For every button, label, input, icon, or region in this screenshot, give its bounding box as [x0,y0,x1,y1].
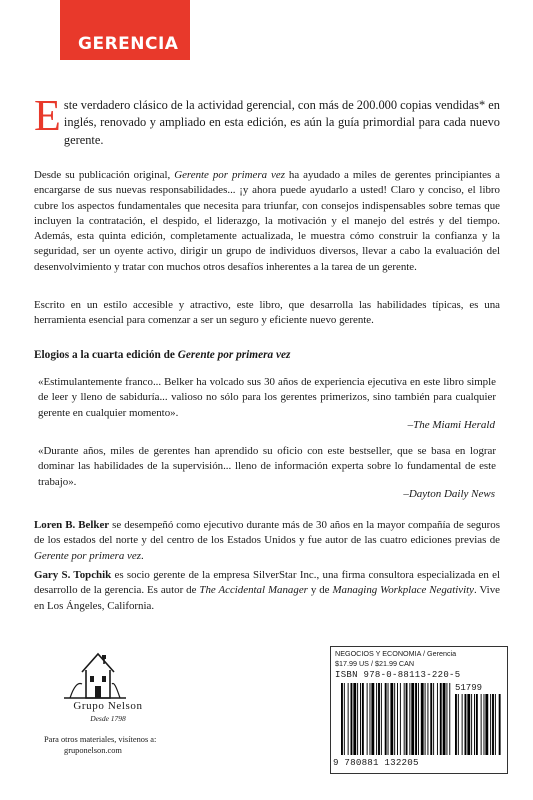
p1-book-title: Gerente por primera vez [174,169,285,181]
bio2-book-title-1: The Accidental Manager [199,584,308,597]
author-bio-topchik [34,568,500,614]
category-tab-label: GERENCIA [78,34,179,54]
barcode-ean-number: 9 780881 132205 [333,757,419,768]
publisher-name: Grupo Nelson [73,700,143,712]
barcode-box [330,646,508,774]
lead-paragraph [34,91,500,149]
description-paragraph-2: Escrito en un estilo accesible y atractivo, este libro, que desarrolla las habilidades típicas, es una herramienta esencial para comenzar a ser un seguro y eficiente nuevo gerente. [34,299,500,327]
praise-quote-2: «Durante años, miles de gerentes han aprendido su oficio con este bestseller, que se basa en lograr dominar las habilidades de la supervisión... lleno de información experta sobre lo fundamental de este trabajo». [38,445,496,488]
p1-after: ha ayudado a miles de gerentes principiantes a encargarse de sus nuevas responsabilidades... ¡y ahora puede ayudarlo a usted! Claro y conciso, el libro cubre los aspectos fundamentales que necesita para triunfar, con consejos indispensables sobre temas que incluyen la contratación, el despido, el liderazgo, la motivación y el manejo del estrés y del tiempo. Además, esta quinta edición, completamente actualizada, le muestra cómo construir la confianza y la seguridad, ser un oyente activo, dirigir un grupo de individuos diversos, llevar a cabo la evaluación del desenvolvimiento y tratar con muchos otros desafíos inherentes a la tarea de un gerente. [34,169,501,273]
bio2-name: Gary S. Topchik [34,569,112,581]
barcode-addon-number: 51799 [455,683,483,693]
publisher-more-materials: Para otros materiales, visítenos a: [44,735,157,744]
drop-cap: E [34,91,61,140]
publisher-website: gruponelson.com [64,746,122,755]
bio1-end: . [140,549,144,562]
praise-quote-1: «Estimulantemente franco... Belker ha volcado sus 30 años de experiencia ejecutiva en este libro simple de leer y lleno de sabiduría... valioso no sólo para los gerentes primerizos, sino también para cualquier gerente en cualquier momento». [38,376,496,419]
barcode-category: NEGOCIOS Y ECONOMIA / Gerencia [335,649,457,658]
p1-before: Desde su publicación original, [34,169,175,181]
barcode-price: $17.99 US / $21.99 CAN [335,659,415,668]
author-bio-belker [34,518,500,564]
bio2-middle: y de [307,584,333,597]
barcode-image [331,647,507,773]
praise-heading-text: Elogios a la cuarta edición de [34,349,178,361]
publisher-since: Desde 1798 [90,714,126,723]
bio2-book-title-2: Managing Workplace Negativity [332,584,475,597]
praise-heading [34,348,500,363]
barcode-isbn: ISBN 978-0-88113-220-5 [335,670,461,680]
bio1-text: se desempeñó como ejecutivo durante más de 30 años en la mayor compañía de seguros de los estados del norte y del centro de los Estados Unidos y fue autor de las cuatro ediciones previas de [34,519,500,547]
bio1-book-title: Gerente por primera vez [34,549,141,562]
bio2-text: es socio gerente de la empresa SilverStar Inc., una firma consultora especializada en el desarrollo de la gerencia. Es autor de [34,569,500,597]
praise-attribution-1: –The Miami Herald [407,419,495,431]
description-paragraph-1 [34,168,500,275]
bio2-end: . Vive en Los Ángeles, California. [34,584,500,612]
bio1-name: Loren B. Belker [34,519,110,531]
lead-text: ste verdadero clásico de la actividad gerencial, con más de 200.000 copias vendidas* en inglés, renovado y ampliado en esta edición, es aún la guía primordial para cada nuevo gerente. [63,98,500,147]
praise-heading-book-title: Gerente por primera vez [177,349,291,361]
publisher-logo [60,646,130,702]
praise-attribution-2: –Dayton Daily News [403,488,495,500]
